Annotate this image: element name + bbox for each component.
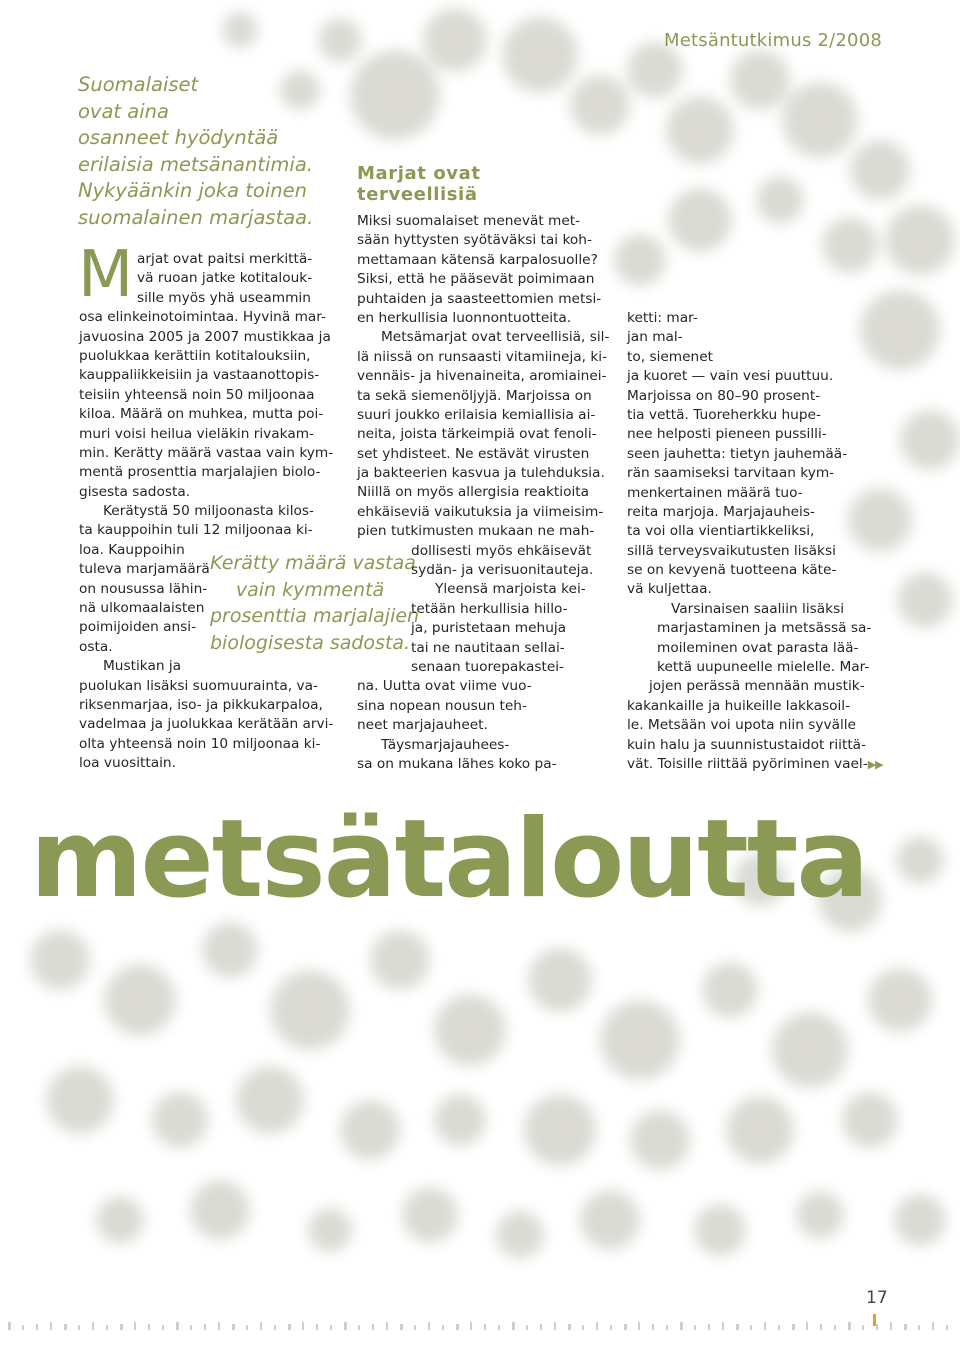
text-line: ketti: mar- xyxy=(627,310,698,326)
text-line: riksenmarjaa, iso- ja pikkukarpaloa, xyxy=(79,696,323,713)
text-line: neita, joista tärkeimpiä ovat fenoli- xyxy=(357,426,597,443)
text-line: on nousussa lähin- xyxy=(79,580,208,597)
text-line: Niillä on myös allergisia reaktioita xyxy=(357,484,590,501)
page-number: 17 xyxy=(866,1288,888,1308)
heading-line: terveellisiä xyxy=(357,184,478,205)
pull-quote-line: biologisesta sadosta. xyxy=(210,631,411,654)
lead-line: Suomalaiset xyxy=(78,73,199,96)
section-heading xyxy=(357,163,597,205)
text-line: sina nopean nousun teh- xyxy=(357,697,527,714)
text-line: na. Uutta ovat viime vuo- xyxy=(357,678,532,695)
lead-line: erilaisia metsänantimia. xyxy=(78,152,313,176)
text-line: ja, puristetaan mehuja xyxy=(411,620,567,637)
text-line: tuleva marjamäärä xyxy=(79,561,210,578)
text-line: loa. Kauppoihin xyxy=(79,541,185,558)
column-3 xyxy=(627,309,887,774)
text-line: en herkullisia luonnontuotteita. xyxy=(357,309,572,326)
text-line: suuri joukko erilaisia kemiallisia ai- xyxy=(357,406,596,423)
lead-line: suomalainen marjastaa. xyxy=(78,205,314,229)
text-line: osa elinkeinotoimintaa. Hyvinä mar- xyxy=(79,309,326,326)
pull-quote-line: vain kymmentä xyxy=(235,578,385,601)
text-line: tia vettä. Tuoreherkku hupe- xyxy=(627,406,821,423)
text-line: puhtaiden ja saasteettomien metsi- xyxy=(357,290,602,307)
text-line: kiloa. Määrä on muhkea, mutta poi- xyxy=(79,406,324,423)
text-line: nee helposti pieneen pussilli- xyxy=(627,426,827,443)
text-line: sään hyttysten syötäväksi tai koh- xyxy=(357,232,592,249)
dropcap: M xyxy=(78,238,134,312)
text-line: sa on mukana lähes koko pa- xyxy=(357,755,557,772)
text-line: Yleensä marjoista kei- xyxy=(435,581,586,598)
text-line: sille myös yhä useammin xyxy=(137,289,311,306)
text-line: Marjoissa on 80–90 prosent- xyxy=(627,387,821,404)
text-line: Siksi, että he pääsevät poimimaan xyxy=(357,271,595,288)
text-line: osta. xyxy=(79,638,113,655)
text-line: muri voisi heilua vieläkin rivakam- xyxy=(79,425,314,442)
text-line: se on kevyenä tuotteena käte- xyxy=(627,562,837,579)
text-line: ta sekä siemenöljyjä. Marjoissa on xyxy=(357,387,592,404)
text-line: menkertainen määrä tuo- xyxy=(627,484,803,501)
text-line: ta kauppoihin tuli 12 miljoonaa ki- xyxy=(79,522,313,539)
text-line: vä ruoan jatke kotitalouk- xyxy=(137,270,313,287)
pull-quote-line: Kerätty määrä vastaa xyxy=(210,552,416,574)
text-line: teisiin yhteensä noin 50 miljoonaa xyxy=(79,386,315,403)
text-line: javuosina 2005 ja 2007 mustikkaa ja xyxy=(79,328,331,345)
text-line: moileminen ovat parasta lää- xyxy=(657,639,859,656)
text-line: set yhdisteet. Ne estävät virusten xyxy=(357,445,590,462)
text-line: ja kuoret — vain vesi puuttuu. xyxy=(627,368,834,385)
text-line: dollisesti myös ehkäisevät xyxy=(411,542,592,559)
text-line: vennäis- ja hivenaineita, aromiainei- xyxy=(357,368,607,385)
text-line: sydän- ja verisuonitauteja. xyxy=(411,562,594,579)
text-line: senaan tuorepakastei- xyxy=(411,658,565,675)
text-line: ta voi olla vientiartikkeliksi, xyxy=(627,523,815,540)
text-line: min. Kerätty määrä vastaa vain kym- xyxy=(79,444,334,461)
column-2 xyxy=(357,212,617,774)
text-line: Täysmarjajauhees- xyxy=(381,736,510,753)
text-line: poimijoiden ansi- xyxy=(79,619,197,636)
heading-line: Marjat ovat xyxy=(357,163,481,184)
text-line xyxy=(627,755,887,774)
text-line: le. Metsään voi upota niin syvälle xyxy=(627,717,856,734)
pull-quote-line: prosenttia marjalajien xyxy=(210,605,420,627)
text-line: jan mal- xyxy=(627,329,683,346)
text-line: seen jauhetta: tietyn jauhemää- xyxy=(627,445,848,462)
footer-tick-strip xyxy=(0,1320,960,1330)
text-line: kettä uupuneelle mielelle. Mar- xyxy=(657,659,870,676)
text-line: Metsämarjat ovat terveellisiä, sil- xyxy=(381,329,610,346)
text-line-content: vät. Toisille riittää pyöriminen vael- xyxy=(627,755,868,772)
text-line: ehkäiseviä vaikutuksia ja viimeisim- xyxy=(357,503,604,520)
section-title-word: metsätaloutta xyxy=(30,797,868,922)
text-line: Kerätystä 50 miljoonasta kilos- xyxy=(103,503,314,520)
continue-arrows-icon: ▶▶ xyxy=(867,757,883,771)
text-line: puolukan lisäksi suomuurainta, va- xyxy=(79,677,318,694)
text-line: Varsinaisen saaliin lisäksi xyxy=(671,600,845,617)
lead-line: ovat aina xyxy=(78,99,169,123)
text-line: neet marjajauheet. xyxy=(357,717,488,734)
text-line: jojen perässä mennään mustik- xyxy=(649,678,865,695)
text-line: tai ne nautitaan sellai- xyxy=(411,639,565,656)
text-line: kauppaliikkeisiin ja vastaanottopis- xyxy=(79,367,320,384)
column-1 xyxy=(79,250,349,774)
text-line: gisesta sadosta. xyxy=(79,483,191,500)
lead-line: Nykyäänkin joka toinen xyxy=(78,179,307,202)
journal-header: Metsäntutkimus 2/2008 xyxy=(664,30,882,51)
text-line: Mustikan ja xyxy=(103,658,182,675)
text-line: pien tutkimusten mukaan ne mah- xyxy=(357,523,595,540)
text-line: loa vuosittain. xyxy=(79,755,176,772)
text-line: to, siemenet xyxy=(627,348,714,365)
page-marker xyxy=(873,1314,876,1326)
text-line: ja bakteerien kasvua ja tulehduksia. xyxy=(357,465,605,482)
text-line: olta yhteensä noin 10 miljoonaa ki- xyxy=(79,735,321,752)
text-line: mettamaan kätensä karpalosuolle? xyxy=(357,251,598,268)
text-line: mentä prosenttia marjalajien biolo- xyxy=(79,464,321,481)
text-line: puolukkaa kerättiin kotitalouksiin, xyxy=(79,347,311,364)
text-line: vä kuljettaa. xyxy=(627,581,712,598)
text-line: rän saamiseksi tarvitaan kym- xyxy=(627,465,835,482)
text-line: arjat ovat paitsi merkittä- xyxy=(137,251,313,267)
lead-paragraph xyxy=(78,72,314,231)
text-line: vadelmaa ja juolukkaa kerätään arvi- xyxy=(79,716,334,733)
text-line: Miksi suomalaiset menevät met- xyxy=(357,213,581,229)
text-line: kakankaille ja huikeille lakkasoil- xyxy=(627,697,851,714)
text-line: tetään herkullisia hillo- xyxy=(411,600,568,617)
text-line: sillä terveysvaikutusten lisäksi xyxy=(627,542,836,559)
text-line: kuin halu ja suunnistustaidot riittä- xyxy=(627,736,867,753)
text-line: reita marjoja. Marjajauheis- xyxy=(627,503,815,520)
text-line: lä niissä on runsaasti vitamiineja, ki- xyxy=(357,348,608,365)
text-line: nä ulkomaalaisten xyxy=(79,600,205,617)
lead-line: osanneet hyödyntää xyxy=(78,126,279,149)
text-line: marjastaminen ja metsässä sa- xyxy=(657,620,872,637)
